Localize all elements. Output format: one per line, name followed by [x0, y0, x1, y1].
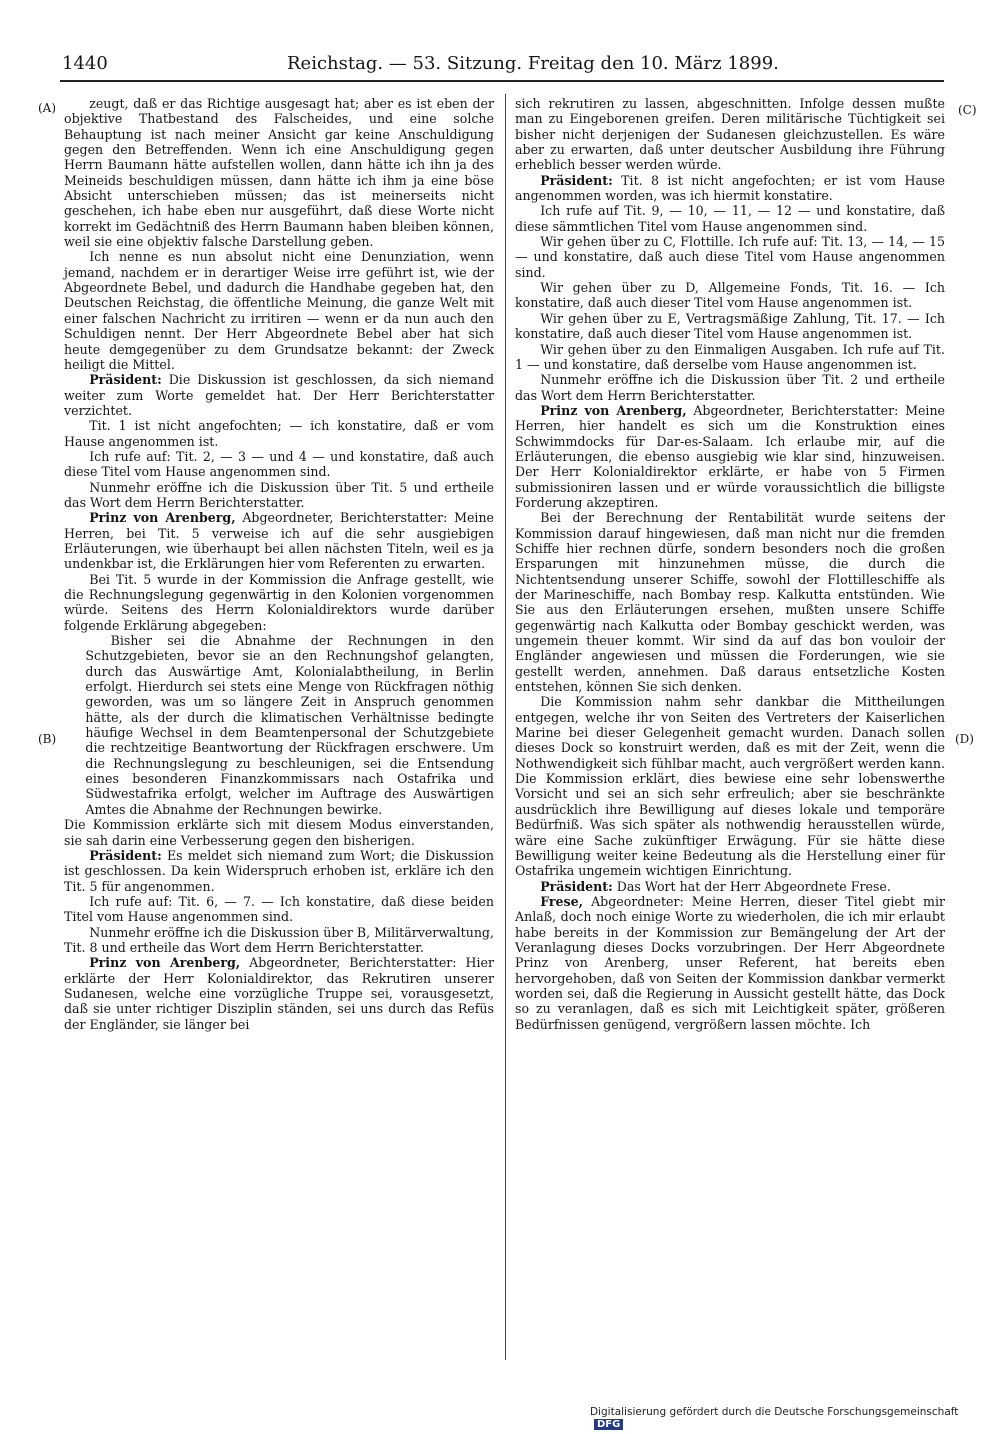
paragraph-text: Ich rufe auf Tit. 9, — 10, — 11, — 12 — und konstatire, daß diese sämmtlichen Titel vom Hause angenommen sind. — [515, 203, 945, 234]
paragraph-text: Wir gehen über zu E, Vertragsmäßige Zahlung, Tit. 17. — Ich konstatire, daß auch dieser Titel vom Hause angenommen ist. — [515, 310, 945, 342]
paragraph-text: Ich nenne es nun absolut nicht eine Denunziation, wenn jemand, nachdem er in derartiger Weise irre geführt ist, wie der Abgeordnete Bebel, und dadurch die Handhabe gegeben hat, den Deutschen Reichstag, die öffentliche Meinung, die ganze Welt mit einer falschen Nachricht zu irritiren — wenn er da nun auch den Schuldigen nennt. Der Herr Abgeordnete Bebel aber hat sich heute demgegenüber zu dem Grundsatze bekannt: der Zweck heiligt die Mittel. — [64, 249, 494, 372]
paragraph-text: Abgeordneter, Berichterstatter: Meine Herren, bei Tit. 5 verweise ich auf die sehr ausgiebigen Erläuterungen, wie überhaupt bei allen nächsten Titeln, weil es ja undenkbar ist, die Erklärungen hier vom Referenten zu erwarten. — [64, 510, 495, 572]
paragraph — [64, 925, 494, 956]
paragraph — [515, 403, 945, 510]
paragraph-text: Ich rufe auf: Tit. 6, — 7. — Ich konstatire, daß diese beiden Titel vom Hause angenommen sind. — [64, 893, 494, 925]
paragraph-text: Es meldet sich niemand zum Wort; die Diskussion ist geschlossen. Da kein Widerspruch erhoben ist, erkläre ich den Tit. 5 für angenommen. — [64, 847, 494, 894]
credit-text: Digitalisierung gefördert durch die Deutsche Forschungsgemeinschaft — [590, 1406, 959, 1418]
paragraph-text: Nunmehr eröffne ich die Diskussion über Tit. 5 und ertheile das Wort dem Herrn Berichterstatter. — [64, 479, 494, 510]
speaker-name: Frese, — [540, 893, 584, 909]
speaker-name: Prinz von Arenberg, — [89, 510, 236, 526]
dfg-logo: DFG — [594, 1419, 623, 1430]
paragraph — [64, 817, 494, 848]
left-text-column — [64, 96, 494, 1032]
paragraph — [64, 955, 494, 1032]
paragraph-text: Wir gehen über zu C, Flottille. Ich rufe auf: Tit. 13, — 14, — 15 — und konstatire, daß auch diese Titel vom Hause angenommen sind. — [515, 234, 945, 280]
paragraph-text: Die Diskussion ist geschlossen, da sich niemand weiter zum Worte gemeldet hat. Der Herr Berichterstatter verzichtet. — [64, 372, 494, 418]
paragraph — [85, 633, 494, 817]
paragraph-text: Die Kommission nahm sehr dankbar die Mittheilungen entgegen, welche ihr von Seiten des Vertreters der Kaiserlichen Marine bei dieser Gelegenheit gemacht wurden. Danach sollen dieses Dock so konstruirt werden, daß es mit der Zeit, wenn die Nothwendigkeit sich fühlbar macht, auch vergrößert werden kann. Die Kommission erklärt, dies bewiese eine sehr lobenswerthe Vorsicht und sei an sich sehr erfreulich; aber sie beschränkte ausdrücklich ihre Bewilligung auf dieses lokale und temporäre Bedürfniß. Was sich später als nothwendig herausstellen würde, wäre eine Sache zukünftiger Erwägung. Für sie hätte diese Bewilligung weiter keine Bedeutung als die Herstellung einer für Ostafrika ungemein wichtigen Einrichtung. — [515, 694, 945, 879]
paragraph-text: Bei der Berechnung der Rentabilität wurde seitens der Kommission darauf hingewiesen, daß man nicht nur die fremden Schiffe hier rechnen dürfe, sondern besonders noch die großen Ersparungen mit hinzunehmen müsse, die durch die Nichtentsendung unserer Schiffe, sowohl der Flottilleschiffe als der Marineschiffe, nach Bombay resp. Kalkutta entstünden. Wie Sie aus den Erläuterungen ersehen, mußten unsere Schiffe gegenwärtig nach Kalkutta oder Bombay geschickt werden, was ungemein theuer kommt. Wir sind da auf das bon vouloir der Engländer angewiesen und müssen die Forderungen, wie sie gestellt werden, annehmen. Daß daraus entsetzliche Kosten entstehen, können Sie sich denken. — [515, 510, 945, 695]
right-text-column — [515, 96, 945, 1032]
paragraph-text: sich rekrutiren zu lassen, abgeschnitten. Infolge dessen mußte man zu Eingeborenen greifen. Deren militärische Tüchtigkeit sei bisher nicht derjenigen der Sudanesen gleichzustellen. Es wäre aber zu erwarten, daß unter deutscher Ausbildung ihre Führung erheblich besser werden würde. — [515, 96, 945, 173]
paragraph — [64, 480, 494, 511]
paragraph — [64, 96, 494, 249]
column-divider — [505, 94, 506, 1360]
speaker-name: Präsident: — [540, 878, 613, 894]
speaker-name: Prinz von Arenberg, — [89, 955, 241, 971]
margin-marker-c: (C) — [958, 103, 977, 117]
paragraph-text: Tit. 8 ist nicht angefochten; er ist vom Hause angenommen worden, was ich hiermit konstatire. — [515, 172, 945, 204]
paragraph-text: zeugt, daß er das Richtige ausgesagt hat; aber es ist eben der objektive Thatbestand des Falscheides, und eine solche Behauptung ist nach meiner Ansicht gar keine Anschuldigung gegen den Betreffenden. Wenn ich eine Anschuldigung gegen Herrn Baumann hätte aufstellen wollen, dann hätte ich ihn ja des Meineids beschuldigen müssen, dann hätte ich ihm ja eine böse Absicht unterschieben müssen; das ist meinerseits nicht geschehen, ich habe eben nur ausgeführt, daß diese Worte nicht korrekt im Gedächtniß des Herrn Baumann haben bleiben können, weil sie eine objektiv falsche Darstellung geben. — [64, 96, 494, 250]
paragraph — [515, 879, 945, 894]
paragraph-text: Nunmehr eröffne ich die Diskussion über B, Militärverwaltung, Tit. 8 und ertheile das Wort dem Herrn Berichterstatter. — [64, 924, 494, 955]
paragraph-text: Bei Tit. 5 wurde in der Kommission die Anfrage gestellt, wie die Rechnungslegung gegenwärtig in den Kolonien vorgenommen würde. Seitens des Herrn Kolonialdirektors wurde darüber folgende Erklärung abgegeben: — [64, 571, 494, 633]
speaker-name: Prinz von Arenberg, — [540, 402, 687, 418]
paragraph — [64, 372, 494, 418]
paragraph-text: Das Wort hat der Herr Abgeordnete Frese. — [612, 878, 891, 894]
margin-marker-b: (B) — [38, 732, 57, 746]
paragraph — [64, 894, 494, 925]
header-rule — [60, 80, 944, 82]
speaker-name: Präsident: — [89, 847, 162, 863]
paragraph-text: Wir gehen über zu D, Allgemeine Fonds, Tit. 16. — Ich konstatire, daß auch dieser Titel vom Hause angenommen ist. — [515, 280, 945, 311]
paragraph-text: Nunmehr eröffne ich die Diskussion über Tit. 2 und ertheile das Wort dem Herrn Berichterstatter. — [515, 372, 945, 403]
margin-marker-d: (D) — [955, 732, 974, 746]
paragraph-text: Bisher sei die Abnahme der Rechnungen in den Schutzgebieten, bevor sie an den Rechnungshof gelangten, durch das Auswärtige Amt, Kolonialabtheilung, in Berlin erfolgt. Hierdurch sei stets eine Menge von Rückfragen nöthig geworden, was um so längere Zeit in Anspruch genommen hätte, als der durch die klimatischen Verhältnisse bedingte häufige Wechsel in dem Beamtenpersonal der Schutzgebiete die rechtzeitige Beantwortung der Rückfragen erschwere. Um die Rechnungslegung zu beschleunigen, sei die Entsendung eines besonderen Finanzkommissars nach Ostafrika und Südwestafrika erfolgt, welcher im Auftrage des Auswärtigen Amtes die Abnahme der Rechnungen bewirke. — [85, 633, 494, 817]
paragraph — [515, 694, 945, 878]
paragraph — [515, 311, 945, 342]
paragraph-text: Tit. 1 ist nicht angefochten; — ich konstatire, daß er vom Hause angenommen ist. — [64, 418, 494, 449]
paragraph-text: Wir gehen über zu den Einmaligen Ausgaben. Ich rufe auf Tit. 1 — und konstatire, daß derselbe vom Hause angenommen ist. — [515, 341, 945, 372]
running-title: Reichstag. — 53. Sitzung. Freitag den 10. März 1899. — [287, 53, 779, 74]
paragraph — [515, 173, 945, 204]
paragraph — [64, 249, 494, 372]
paragraph — [64, 449, 494, 480]
paragraph — [64, 418, 494, 449]
digitization-credit — [590, 1406, 990, 1430]
page-number: 1440 — [62, 53, 108, 74]
margin-marker-a: (A) — [38, 101, 57, 115]
paragraph — [515, 280, 945, 311]
paragraph — [515, 372, 945, 403]
paragraph — [64, 572, 494, 633]
paragraph-text: Die Kommission erklärte sich mit diesem Modus einverstanden, sie sah darin eine Verbesserung gegen den bisherigen. — [64, 817, 494, 848]
page-header — [62, 50, 942, 78]
paragraph — [515, 234, 945, 280]
speaker-name: Präsident: — [89, 372, 162, 388]
speaker-name: Präsident: — [540, 172, 613, 188]
paragraph — [64, 848, 494, 894]
paragraph — [515, 894, 945, 1032]
paragraph — [515, 510, 945, 694]
paragraph — [515, 342, 945, 373]
paragraph-text: Abgeordneter: Meine Herren, dieser Titel giebt mir Anlaß, doch noch einige Worte zu wiederholen, die ich mir erlaubt habe bereits in der Kommission zur Bemängelung der Art der Veranlagung dieses Docks vorzubringen. Der Herr Abgeordnete Prinz von Arenberg, unser Referent, hat bereits eben hervorgehoben, daß von Seiten der Kommission dankbar vermerkt worden sei, daß die Regierung in Aussicht gestellt hätte, das Dock so zu veranlagen, daß es sich mit Leichtigkeit später, größeren Bedürfnissen genügend, vergrößern lassen möchte. Ich — [515, 893, 945, 1032]
paragraph — [515, 96, 945, 173]
paragraph — [515, 203, 945, 234]
paragraph-text: Ich rufe auf: Tit. 2, — 3 — und 4 — und konstatire, daß auch diese Titel vom Hause angenommen sind. — [64, 448, 494, 480]
paragraph — [64, 510, 494, 571]
paragraph-text: Abgeordneter, Berichterstatter: Meine Herren, hier handelt es sich um die Konstruktion eines Schwimmdocks für Dar-es-Salaam. Ich erlaube mir, auf die Erläuterungen, die ebenso ausgiebig wie klar sind, hinzuweisen. Der Herr Kolonialdirektor erklärte, er habe von 5 Firmen submissioniren lassen und er würde voraussichtlich die billigste Forderung akzeptiren. — [515, 402, 946, 510]
paragraph-text: Abgeordneter, Berichterstatter: Hier erklärte der Herr Kolonialdirektor, das Rekrutiren unserer Sudanesen, welche eine vorzügliche Truppe sei, vorausgesetzt, daß sie unter richtiger Disziplin ständen, sei uns durch das Refüs der Engländer, sie länger bei — [64, 955, 494, 1032]
